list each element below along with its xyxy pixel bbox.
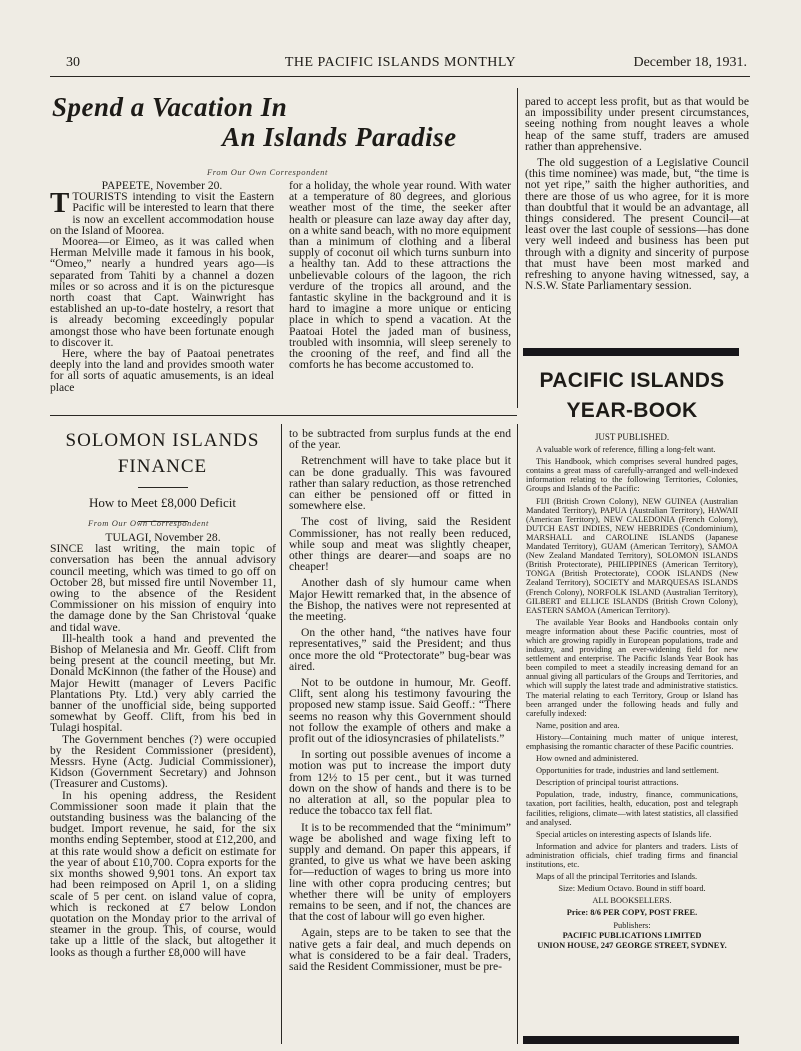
yearbook-title-line2: YEAR-BOOK: [566, 399, 698, 422]
advert-booksellers: ALL BOOKSELLERS.: [592, 896, 672, 906]
advert-paragraph: Maps of all the principal Territories and Islands.: [536, 872, 698, 882]
heading-rule: [138, 487, 188, 488]
drop-cap: T: [50, 187, 70, 220]
advert-paragraph: Information and advice for planters and traders. Lists of administration officials, chief trading firms and financial institutions, etc.: [526, 841, 738, 870]
vacation-column-2: [289, 180, 511, 370]
column-rule: [517, 88, 518, 408]
solomon-paragraph: Not to be outdone in humour, Mr. Geoff. Clift, sent along his testimony favouring the proposed new stamp issue. Said Geoff.: “There seems no reason why this Government should not follow the example of others and make a profit out of the idiosyncrasies of philatelists.”: [289, 676, 511, 746]
column-rule: [281, 424, 282, 1044]
solomon-paragraph: On the other hand, “the natives have four representatives,” said the President; and thus once more the old “Protectorate” bug-bear was aired.: [289, 626, 511, 673]
solomon-paragraph: Another dash of sly humour came when Major Hewitt remarked that, in the absence of the Bishop, the natives were not represented at the meeting.: [289, 576, 511, 624]
vacation-title-line1: Spend a Vacation In: [52, 92, 288, 122]
advert-paragraph: Description of principal tourist attractions.: [536, 778, 679, 788]
advert-paragraph: Opportunities for trade, industries and land settlement.: [536, 766, 719, 776]
issue-date: December 18, 1931.: [633, 55, 747, 70]
solomon-title-line1: SOLOMON ISLANDS: [65, 430, 260, 451]
section-rule: [50, 415, 517, 416]
solomon-paragraph: Ill-health took a hand and prevented the Bishop of Melanesia and Mr. Geoff. Clift from being present at the council meeting, but Mr. Donald McKinnon (the father of the House) and Major Hewitt (manager of Levers Pacific Plantations Pty. Ltd.) very ably carried the banner of the unofficial side, being supported somewhat by Geoff. Clift, from his bed in Tulagi hospital.: [50, 631, 276, 735]
just-published: JUST PUBLISHED.: [594, 432, 670, 442]
advert-paragraph: Name, position and area.: [536, 720, 620, 730]
solomon-paragraph: Again, steps are to be taken to see that the native gets a fair deal, and much depends on what is considered to be a fair deal. Traders, said the Resident Commissioner, must be pre-: [289, 926, 511, 973]
solomon-column-2: [289, 428, 511, 972]
solomon-column-1: [50, 532, 276, 958]
vacation-first-line: TOURISTS intending to visit the: [72, 190, 235, 204]
yearbook-title-line1: PACIFIC ISLANDS: [539, 369, 725, 392]
advert-paragraph: This Handbook, which comprises several hundred pages, contains a great mass of carefully-arranged and well-indexed information relating to the following Territories, Colonies, Groups and Islands of the Pacific:: [526, 457, 738, 494]
solomon-paragraph: It is to be recommended that the “minimum” wage be abolished and wage fixing left to supply and demand. On paper this appears, if granted, to give us what we have been asking for—reduction of wages to bring us more into line with other copra producing centres; but whether there will be unity of employers remains to be seen, and if not, the chances are that the cost of labour will go even higher.: [289, 820, 511, 924]
vacation-title-line2: An Islands Paradise: [222, 122, 457, 152]
solomon-heading: [50, 428, 275, 522]
solomon-paragraph: to be subtracted from surplus funds at the end of the year.: [289, 427, 511, 452]
vacation-dateline: PAPEETE, November 20.: [101, 179, 223, 192]
advert-paragraph: Special articles on interesting aspects of Islands life.: [536, 829, 712, 839]
solomon-subtitle: How to Meet £8,000 Deficit: [89, 495, 236, 510]
publishers-label: Publishers:: [613, 920, 651, 930]
vacation-column-1: [50, 180, 274, 393]
advert-price: Price: 8/6 PER COPY, POST FREE.: [566, 908, 698, 918]
publisher-address: UNION HOUSE, 247 GEORGE STREET, SYDNEY.: [537, 940, 727, 950]
advert-paragraph: History—Containing much matter of unique interest, emphasising the romantic character of these Pacific countries.: [526, 732, 738, 751]
vacation-paragraph: Moorea—or Eimeo, as it was called when Herman Melville made it famous in his book, “Omeo,” nearly a hundred years ago—is separated from Tahiti by a channel a dozen miles or so across and it is on the picturesque north coast that Capt. Wainwright has established an up-to-date hostelry, a resort that is already becoming exceedingly popular amongst those who have been fortunate enough to discover it.: [50, 235, 274, 349]
solomon-title-line2: FINANCE: [117, 456, 208, 477]
continued-column: [525, 96, 749, 291]
page-number: 30: [66, 55, 80, 70]
continued-paragraph: pared to accept less profit, but as that would be an impossibility under present circumstances, seeing nothing from nought leaves a whole heap of the same stuff, traders are amused rather than apprehensive.: [525, 95, 749, 153]
solomon-paragraph: In sorting out possible avenues of income a motion was put to increase the import duty from 12½ to 15 per cent., but it was turned down on the show of hands and there is to be no alteration at all, so the popular plea to reduce the tobacco tax fell flat.: [289, 748, 511, 818]
solomon-paragraph: The Government benches (?) were occupied by the Resident Commissioner (president), Messrs. Hyne (Actg. Judicial Commissioner), Kidson (Government Secretary) and Johnson (Treasurer and Customs).: [50, 732, 276, 791]
yearbook-advert: [526, 366, 738, 953]
vacation-byline: From Our Own Correspondent: [207, 167, 328, 177]
advert-paragraph: A valuable work of reference, filling a long-felt want.: [536, 445, 716, 455]
vacation-paragraph: Eastern Pacific will be interested to learn that there is now an excellent accommodation house on the Island of Moorea.: [50, 190, 274, 237]
advert-paragraph: FIJI (British Crown Colony), NEW GUINEA (Australian Mandated Territory), PAPUA (Australian Territory), HAWAII (American Territory), NEW CALEDONIA (French Colony), DUTCH EAST INDIES, NEW HEBRIDES (Condominium), MARSHALL and CAROLINE ISLANDS (Japanese Mandated Territory), GUAM (American Territory), SAMOA (New Zealand Mandated Territory), SOLOMON ISLANDS (British Protectorate), PHILIPPINES (American Territory), TONGA (British Protectorate), COOK ISLANDS (New Zealand Territory), SOCIETY and MARQUESAS ISLANDS (French Colony), NORFOLK ISLAND (Australian Territory), GILBERT and ELLICE ISLANDS (British Crown Colony), EASTERN SAMOA (American Territory).: [526, 496, 738, 615]
continued-paragraph: The old suggestion of a Legislative Council (this time nominee) was made, but, “the time is not yet ripe,” saith the higher authorities, and there are those of us who agree, for it is more than doubtful that it would be an advantage, all things considered. The present Council—at least over the last couple of sessions—has done very well indeed and business has been put through with a dignity and sincerity of purpose that must have been most marked and refreshing to anyone having witnessed, say, a N.S.W. State Parliamentary session.: [525, 156, 749, 293]
solomon-byline: From Our Own Correspondent: [88, 518, 209, 528]
advert-paragraph: Population, trade, industry, finance, communications, taxation, port facilities, health, education, post and telegraph facilities, religions, climate—with latest statistics, all classified and analysed.: [526, 790, 738, 827]
solomon-dateline: TULAGI, November 28.: [105, 531, 221, 544]
solomon-paragraph: Retrenchment will have to take place but it can be done gradually. This was favoured rather than salary reduction, as those retrenched can either be pensioned off or fitted in somewhere else.: [289, 454, 511, 513]
running-head-title: THE PACIFIC ISLANDS MONTHLY: [284, 55, 517, 70]
advert-size: Size: Medium Octavo. Bound in stiff board.: [558, 884, 706, 894]
advert-paragraph: The available Year Books and Handbooks contain only meagre information about these Pacific countries, most of which are growing rapidly in European populations, trade and industry, and providing an ever-widening field for new settlement and enterprise. The Pacific Islands Year Book has been compiled to meet a steadily increasing demand for an annual giving all particulars of the Groups and Territories, and which will supply the latest trade and administrative statistics. The material relating to each Territory, Group or Island has been arranged under the following heads and fully and carefully indexed:: [526, 617, 738, 718]
column-rule: [517, 424, 518, 1044]
vacation-paragraph: Here, where the bay of Paatoai penetrates deeply into the land and provides smooth water for all sorts of aquatic amusements, is an ideal place: [50, 347, 274, 394]
solomon-paragraph: The cost of living, said the Resident Commissioner, has not really been reduced, while soup and meat was slightly cheaper, other things are dearer—and soaps are no cheaper!: [289, 515, 511, 574]
advert-paragraph: How owned and administered.: [536, 754, 639, 764]
publisher-name: PACIFIC PUBLICATIONS LIMITED: [562, 930, 702, 940]
header-rule: [50, 76, 750, 77]
solomon-paragraph: SINCE last writing, the main topic of conversation has been the annual advisory council meeting, which was timed to go off on October 28, but missed fire until November 11, owing to the absence of the Resident Commissioner on his mission of enquiry into the damage done by the San Christoval ‘quake and tidal wave.: [50, 542, 276, 634]
vacation-paragraph: for a holiday, the whole year round. With water at a temperature of 80 degrees, and glorious weather most of the time, the seeker after health or pleasure can laze away day after day, on a white sand beach, with no more equipment than a minimum of clothing and a liberal supply of coconut oil which turns sunburn into a healthy tan. Add to these attractions the unbelievable colours of the lagoon, the rich verdure of the tropics all around, and the fantastic skyline in the background and it is hard to imagine a more unique or enticing place in which to spend a vacation. At the Paatoai Hotel the jaded man of business, troubled with insomnia, will sleep serenely to the crooning of the reef, and find all the comforts he has become accustomed to.: [289, 179, 511, 372]
solomon-paragraph: In his opening address, the Resident Commissioner soon made it plain that the outstanding business was the balancing of the budget. Import revenue, he said, for the six months ending September, stood at £12,200, and at this rate would show a deficit on estimate for the year of about £10,700. Copra exports for the six months showed 9,901 tons. An export tax had been reimposed on April 1, on a sliding scale of 5 per cent. on island value of copra, which is reckoned at £7 below London quotation on the Monday prior to the arrival of steamer in the group. This, of course, would take up a little of the slack, but altogether it looks as though a further £8,000 will have: [50, 788, 276, 959]
advert-top-bar: [523, 348, 739, 356]
advert-bottom-bar: [523, 1036, 739, 1044]
